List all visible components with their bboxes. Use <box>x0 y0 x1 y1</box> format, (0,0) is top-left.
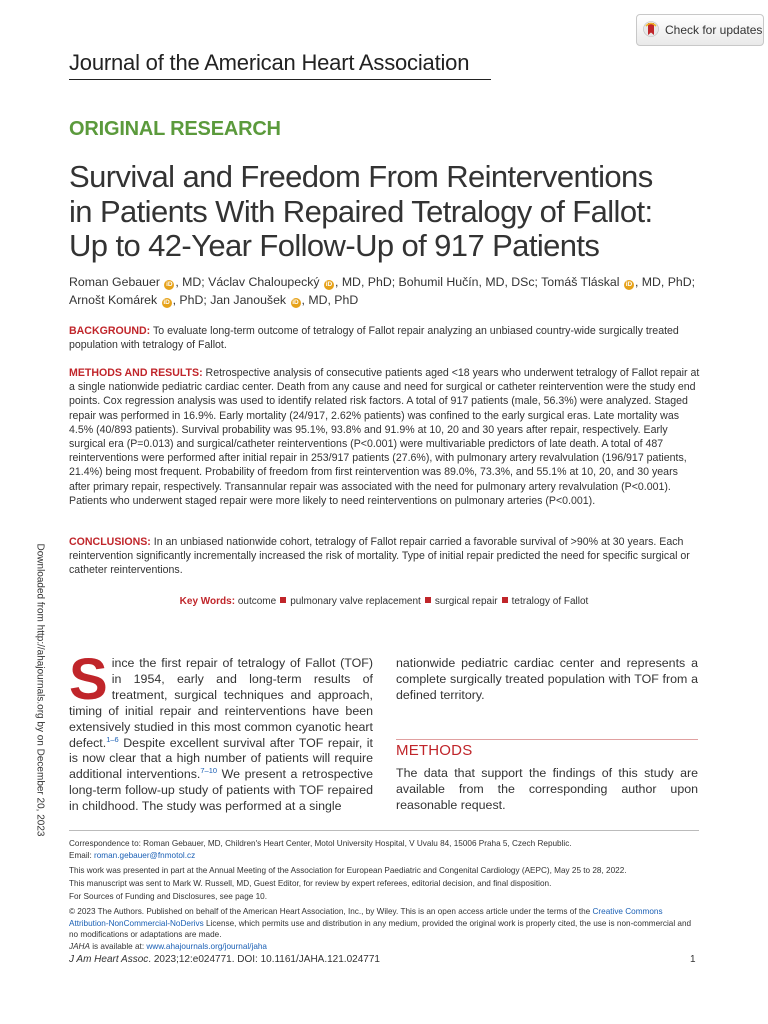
abstract-methods-heading: METHODS AND RESULTS: <box>69 367 203 379</box>
jaha-text: is available at: <box>89 942 147 951</box>
author-degree: , MD, PhD <box>301 293 359 307</box>
jaha-note <box>69 941 699 953</box>
page-number: 1 <box>690 954 696 965</box>
reference-link[interactable]: 7–10 <box>200 766 218 776</box>
copyright-text-a: © 2023 The Authors. Published on behalf of the American Heart Association, Inc., by Wiley. This is an open access article under the terms of the <box>69 907 593 916</box>
author-degree: , MD, DSc; <box>478 275 542 289</box>
intro-text-a: ince the first repair of tetralogy of Fallot (TOF) in 1954, early and long-term results of treatment, surgical techniques and approach, timing of initial repair and reinterventions have been extensively studied in this most common cyanotic heart defect. <box>69 656 373 750</box>
journal-name: Journal of the American Heart Association <box>69 50 470 75</box>
citation-journal: J Am Heart Assoc <box>69 954 149 965</box>
footnote-divider <box>69 830 699 831</box>
orcid-icon[interactable]: iD <box>625 281 633 288</box>
author-name: Arnošt Komárek <box>69 293 158 307</box>
abstract-methods-text: Retrospective analysis of consecutive patients aged <18 years who underwent tetralogy of Fallot repair at a single nationwide pediatric cardiac center. Death from any cause and need for surgical or catheter reintervention were the study end points. Cox regression analysis was used to identify related risk factors. A total of 917 patients (male, 56.3%) were analyzed. Staged repair was performed in 16.9%. Early mortality (24/917, 2.62% patients) was confined to the early surgical eras. Late mortality was 4.5% (40/893 patients). Survival probability was 95.1%, 93.8% and 91.9% at 10, 20 and 30 years after repair, respectively. Early surgical era (P=0.013) and surgical/catheter reinterventions (P<0.001) were multivariable predictors of late death. A total of 487 reinterventions were performed after initial repair in 253/917 patients (27.6%), with pulmonary artery revalvulation (196/917 patients, 21.4%) being most frequent. Probability of freedom from first reintervention was 89.0%, 73.3%, and 55.1% at 10, 20, and 30 years after primary repair, respectively. Transannular repair was associated with the need for pulmonary artery revalvulation (P<0.001). Patients who underwent staged repair were more likely to need reinterventions on pulmonary arteries (P<0.001). <box>69 367 700 507</box>
check-for-updates-button[interactable] <box>636 14 764 46</box>
drop-cap: S <box>69 647 108 712</box>
download-side-note: Downloaded from http://ahajournals.org by on December 20, 2023 <box>34 543 46 837</box>
author-degree: , MD; <box>175 275 209 289</box>
author-degree: , MD, PhD; <box>634 275 696 289</box>
presented-note: This work was presented in part at the Annual Meeting of the Association for European Paediatric and Congenital Cardiology (AEPC), May 25 to 28, 2022. <box>69 866 627 875</box>
copyright-note <box>69 906 699 941</box>
orcid-icon[interactable]: iD <box>163 299 170 306</box>
abstract-methods-results <box>69 366 701 508</box>
keyword-item[interactable]: outcome <box>237 596 277 607</box>
license-link[interactable]: Creative Commons Attribution-NonCommercial-NoDerivs <box>69 907 663 928</box>
keyword-item[interactable]: tetralogy of Fallot <box>511 596 589 607</box>
email-link[interactable]: roman.gebauer@fnmotol.cz <box>94 850 196 860</box>
author-list <box>69 273 729 309</box>
citation-footer <box>69 954 380 965</box>
title-line-1: Survival and Freedom From Reinterventions <box>69 159 653 194</box>
keywords-heading: Key Words: <box>179 596 236 607</box>
body-right-column <box>396 656 698 704</box>
section-label: ORIGINAL RESEARCH <box>69 118 281 140</box>
keyword-separator-icon <box>502 597 508 603</box>
author-name: Roman Gebauer <box>69 275 160 289</box>
author-degree: , PhD; <box>172 293 211 307</box>
abstract-conclusions-heading: CONCLUSIONS: <box>69 536 151 548</box>
orcid-icon[interactable]: iD <box>292 299 299 306</box>
body-left-column <box>69 647 373 815</box>
author-name: Václav Chaloupecký <box>208 275 320 289</box>
author-degree: , MD, PhD; <box>334 275 399 289</box>
abstract-background-text: To evaluate long-term outcome of tetralogy of Fallot repair analyzing an unbiased country-wide surgically treated population with tetralogy of Fallot. <box>69 325 679 352</box>
abstract-conclusions-text: In an unbiased nationwide cohort, tetralogy of Fallot repair carried a favorable survival of >90% at 30 years. Each reintervention significantly incrementally increased the risk of mortality. Type of initial repair predicted the need for specific surgical or catheter reinterventions. <box>69 536 690 577</box>
intro-text-continued: nationwide pediatric cardiac center and represents a complete surgically treated population with TOF from a defined territory. <box>396 656 698 702</box>
jaha-link[interactable]: www.ahajournals.org/journal/jaha <box>146 942 267 951</box>
manuscript-note: This manuscript was sent to Mark W. Russell, MD, Guest Editor, for review by expert referees, editorial decision, and final disposition. <box>69 879 552 888</box>
jaha-label: JAHA <box>69 942 90 951</box>
correspondence-note <box>69 838 699 861</box>
intro-text-b: Despite excellent survival after TOF repair, it is now clear that a high number of patients will require additional interventions. <box>69 735 373 782</box>
author-name: Jan Janoušek <box>210 293 287 307</box>
abstract-conclusions <box>69 535 699 578</box>
abstract-background <box>69 324 699 352</box>
correspondence-text: Correspondence to: Roman Gebauer, MD, Children's Heart Center, Motol University Hospital, V Uvalu 84, 15006 Praha 5, Czech Republic. <box>69 839 572 848</box>
journal-underline <box>69 79 491 80</box>
keyword-separator-icon <box>280 597 286 603</box>
methods-text: The data that support the findings of this study are available from the corresponding author upon reasonable request. <box>396 766 698 812</box>
bookmark-update-icon <box>643 20 659 40</box>
keyword-separator-icon <box>425 597 431 603</box>
methods-divider <box>396 739 698 740</box>
abstract-background-heading: BACKGROUND: <box>69 325 151 337</box>
email-label: Email: <box>69 850 95 860</box>
keyword-item[interactable]: pulmonary valve replacement <box>290 596 421 607</box>
citation-details: . 2023;12:e024771. DOI: 10.1161/JAHA.121.024771 <box>148 954 380 965</box>
reference-link[interactable]: 1–6 <box>106 734 119 744</box>
orcid-icon[interactable]: iD <box>166 281 173 288</box>
orcid-icon[interactable]: iD <box>325 281 333 288</box>
title-line-2: in Patients With Repaired Tetralogy of Fallot: <box>69 193 653 229</box>
copyright-text-b: License, which permits use and distribution in any medium, provided the original work is properly cited, the use is non-commercial and no modifications or adaptations are made. <box>69 918 692 939</box>
keywords <box>69 596 699 607</box>
funding-note: For Sources of Funding and Disclosures, see page 10. <box>69 892 267 901</box>
methods-heading: METHODS <box>396 742 473 759</box>
intro-text-c: We present a retrospective long-term follow-up study of patients with TOF repaired in childhood. The study was performed at a single <box>69 767 373 814</box>
author-name: Tomáš Tláskal <box>541 275 620 289</box>
article-title <box>69 160 729 264</box>
keyword-item[interactable]: surgical repair <box>434 596 498 607</box>
check-for-updates-label: Check for updates <box>665 23 763 37</box>
title-line-3: Up to 42-Year Follow-Up of 917 Patients <box>69 228 600 263</box>
author-name: Bohumil Hučín <box>398 275 479 289</box>
